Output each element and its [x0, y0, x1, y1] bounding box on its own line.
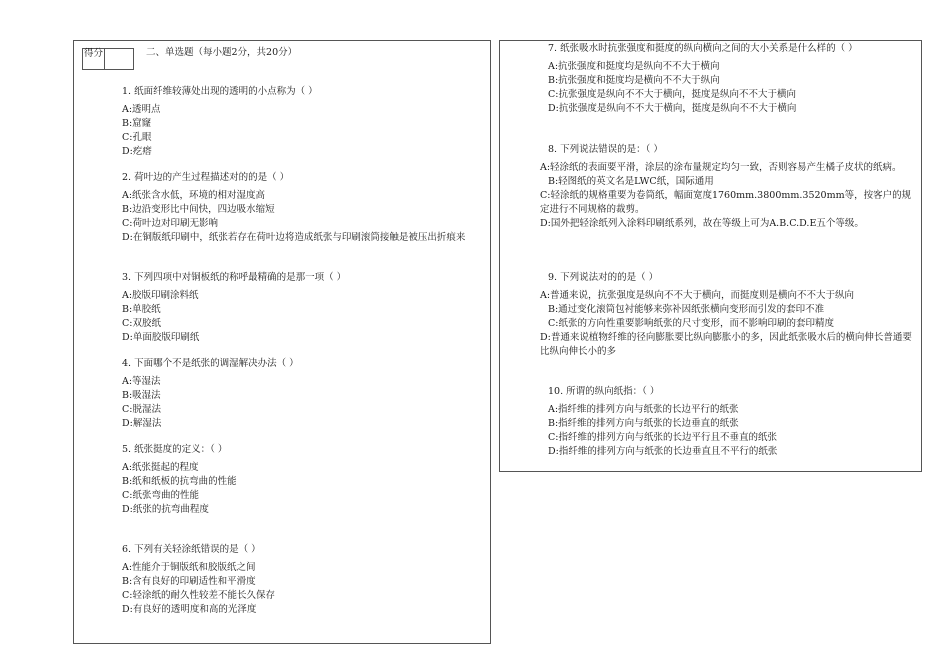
option-c[interactable]: C:轻涂纸的耐久性较差不能长久保存	[122, 590, 275, 601]
option-b[interactable]: B:窟窿	[122, 118, 152, 129]
question-stem: 9. 下列说法对的的是（ ）	[548, 272, 659, 283]
option-b[interactable]: B:纸和纸板的抗弯曲的性能	[122, 476, 237, 487]
option-a[interactable]: A:胶版印刷涂料纸	[122, 290, 199, 301]
option-c[interactable]: C:抗张强度是纵向不不大于横向，挺度是纵向不不大于横向	[548, 89, 796, 100]
option-a[interactable]: A:指纤维的排列方向与纸张的长边平行的纸张	[548, 404, 739, 415]
question-2	[122, 171, 487, 245]
option-d[interactable]: D:抗张强度是纵向不不大于横向，挺度是纵向不不大于横向	[548, 103, 797, 114]
option-c[interactable]: C:纸张的方向性重要影响纸张的尺寸变形，而不影响印刷的套印精度	[548, 318, 834, 329]
question-stem: 3. 下列四项中对铜板纸的称呼最精确的是那一项（ ）	[122, 272, 347, 283]
option-b[interactable]: B:单胶纸	[122, 304, 161, 315]
option-d[interactable]: D:疙瘩	[122, 146, 152, 157]
option-b[interactable]: B:抗张强度和挺度均是横向不不大于纵向	[548, 75, 720, 86]
option-d[interactable]: D:国外把轻涂纸列入涂料印刷纸系列，故在等级上可为A.B.C.D.E五个等级。	[540, 218, 864, 229]
option-d[interactable]: D:有良好的透明度和高的光泽度	[122, 604, 257, 615]
option-d[interactable]: D:指纤维的排列方向与纸张的长边垂直且不平行的纸张	[548, 446, 778, 457]
question-7	[548, 42, 913, 116]
score-value-field[interactable]	[105, 49, 133, 69]
option-c[interactable]: C:荷叶边对印刷无影响	[122, 218, 218, 229]
option-a[interactable]: A:纸张含水低，环境的相对湿度高	[122, 190, 266, 201]
question-4	[122, 357, 487, 431]
option-a[interactable]: A:等湿法	[122, 376, 161, 387]
question-1	[122, 85, 487, 159]
question-10	[548, 385, 913, 459]
question-stem: 5. 纸张挺度的定义：（ ）	[122, 444, 228, 455]
option-b[interactable]: B:边沿变形比中间快，四边吸水缩短	[122, 204, 275, 215]
option-d[interactable]: D:单面胶版印刷纸	[122, 332, 200, 343]
question-stem: 1. 纸面纤维较薄处出现的透明的小点称为（ ）	[122, 86, 318, 97]
option-b[interactable]: B:指纤维的排列方向与纸张的长边垂直的纸张	[548, 418, 739, 429]
option-d[interactable]: D:解湿法	[122, 418, 162, 429]
question-3	[122, 271, 487, 345]
question-stem: 4. 下面哪个不是纸张的调湿解决办法（ ）	[122, 358, 299, 369]
question-5	[122, 443, 487, 517]
question-stem: 7. 纸张吸水时抗张强度和挺度的纵向横向之间的大小关系是什么样的（ ）	[548, 43, 858, 54]
question-stem: 2. 荷叶边的产生过程描述对的的是（ ）	[122, 172, 290, 183]
question-9	[540, 271, 915, 359]
option-b[interactable]: B:通过变化滚筒包衬能够来弥补因纸张横向变形而引发的套印不准	[548, 304, 825, 315]
option-b[interactable]: B:轻图纸的英文名是LWC纸，国际通用	[548, 176, 714, 187]
score-label: 得分	[83, 49, 105, 69]
question-stem: 10. 所谓的纵向纸指：（ ）	[548, 386, 660, 397]
question-8	[540, 143, 915, 231]
option-c[interactable]: C:纸张弯曲的性能	[122, 490, 199, 501]
option-a[interactable]: A:纸张挺起的程度	[122, 462, 199, 473]
option-a[interactable]: A:抗张强度和挺度均是纵向不不大于横向	[548, 61, 720, 72]
left-exam-panel	[73, 40, 491, 644]
option-a[interactable]: A:轻涂纸的表面要平滑，涂层的涂布量规定均匀一致，否则容易产生橘子皮状的纸病。	[540, 162, 902, 173]
option-c[interactable]: C:双胶纸	[122, 318, 161, 329]
question-6	[122, 543, 487, 617]
option-d[interactable]: D:纸张的抗弯曲程度	[122, 504, 209, 515]
right-exam-panel	[499, 40, 922, 472]
section-title: 二、单选题（每小题2分，共20分）	[146, 47, 298, 58]
option-b[interactable]: B:吸湿法	[122, 390, 161, 401]
score-box	[82, 48, 134, 70]
option-b[interactable]: B:含有良好的印刷适性和平滑度	[122, 576, 256, 587]
option-c[interactable]: C:轻涂纸的规格重要为卷筒纸，幅面宽度1760mm.3800mm.3520mm等，按客户的规定进行不同规格的裁剪。	[540, 190, 912, 215]
option-c[interactable]: C:孔眼	[122, 132, 152, 143]
option-c[interactable]: C:指纤维的排列方向与纸张的长边平行且不垂直的纸张	[548, 432, 777, 443]
option-d[interactable]: D:普通来说植物纤维的径向膨胀要比纵向膨胀小的多，因此纸张吸水后的横向伸长普通要比纵向伸长小的多	[540, 332, 912, 357]
option-a[interactable]: A:透明点	[122, 104, 161, 115]
question-stem: 6. 下列有关轻涂纸错误的是（ ）	[122, 544, 261, 555]
option-a[interactable]: A:普通来说，抗张强度是纵向不不大于横向，而挺度则是横向不不大于纵向	[540, 290, 855, 301]
option-d[interactable]: D:在铜版纸印刷中，纸张若存在荷叶边将造成纸张与印刷滚筒接触是被压出折痕来	[122, 232, 466, 243]
option-a[interactable]: A:性能介于铜版纸和胶版纸之间	[122, 562, 256, 573]
option-c[interactable]: C:脱湿法	[122, 404, 161, 415]
question-stem: 8. 下列说法错误的是：（ ）	[548, 144, 663, 155]
